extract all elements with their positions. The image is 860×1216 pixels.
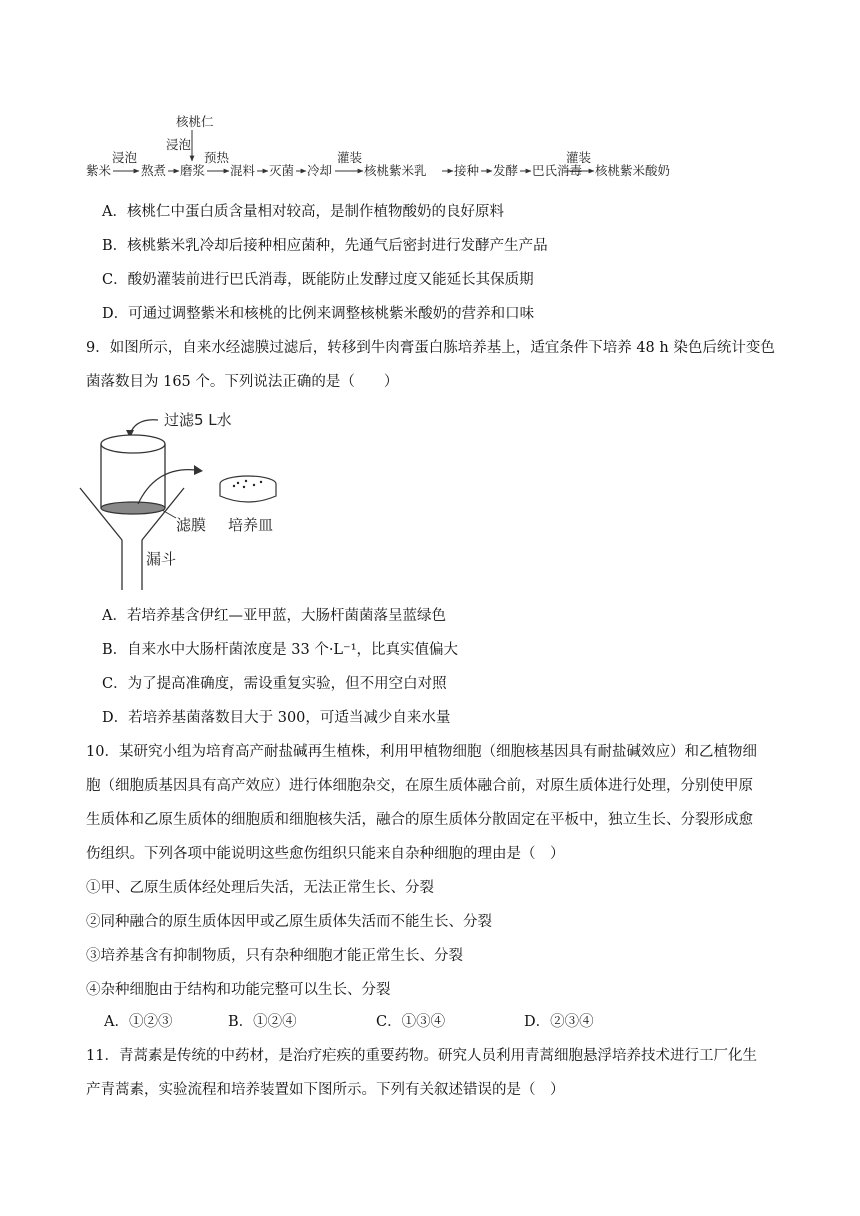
flow-step-sterilize: 灭菌 [269, 163, 295, 178]
flow-step-mix: 混料 [230, 163, 256, 178]
label-petri-dish: 培养皿 [228, 516, 274, 534]
flow-label-fill-2: 灌装 [566, 150, 592, 165]
q9-stem-line-1: 9．如图所示，自来水经滤膜过滤后，转移到牛肉膏蛋白胨培养基上，适宜条件下培养 48 h 染色后统计变色 [86, 340, 775, 356]
q10-stem-line-3: 生质体和乙原生质体的细胞质和细胞核失活，融合的原生质体分散固定在平板中，独立生长、分裂形成愈 [86, 812, 753, 828]
flow-step-purple-rice: 紫米 [86, 163, 112, 178]
q10-stem-line-1: 10．某研究小组为培育高产耐盐碱再生植株，利用甲植物细胞（细胞核基因具有耐盐碱效应）和乙植物细 [86, 744, 757, 760]
q10-choice-b: B．①②④ [228, 1014, 297, 1030]
q10-statement-1: ①甲、乙原生质体经处理后失活，无法正常生长、分裂 [86, 880, 434, 896]
flow-step-ferment: 发酵 [493, 163, 519, 178]
flow-step-grind: 磨浆 [180, 163, 206, 178]
q9-option-b: B．自来水中大肠杆菌浓度是 33 个·L⁻¹，比真实值偏大 [102, 642, 459, 658]
q9-option-a: A．若培养基含伊红—亚甲蓝，大肠杆菌菌落呈蓝绿色 [102, 608, 446, 624]
q8-option-b: B．核桃紫米乳冷却后接种相应菌种，先通气后密封进行发酵产生产品 [102, 238, 548, 254]
q9-stem-line-2: 菌落数目为 165 个。下列说法正确的是（ ） [86, 374, 399, 390]
flow-step-boil: 熬煮 [141, 163, 167, 178]
q11-stem-line-2: 产青蒿素，实验流程和培养装置如下图所示。下列有关叙述错误的是（ ） [86, 1082, 565, 1098]
q8-option-c: C．酸奶灌装前进行巴氏消毒，既能防止发酵过度又能延长其保质期 [102, 272, 534, 288]
q10-statement-2: ②同种融合的原生质体因甲或乙原生质体失活而不能生长、分裂 [86, 914, 492, 930]
label-filter-water: 过滤5 L水 [164, 411, 232, 429]
filtration-figure [76, 404, 306, 594]
label-funnel: 漏斗 [146, 550, 177, 568]
q10-choice-d: D．②③④ [524, 1014, 594, 1030]
q10-choice-a: A．①②③ [104, 1014, 173, 1030]
flow-label-soak: 浸泡 [112, 150, 138, 165]
flow-step-walnut-rice-milk: 核桃紫米乳 [364, 163, 427, 178]
q8-option-d: D．可通过调整紫米和核桃的比例来调整核桃紫米酸奶的营养和口味 [102, 306, 535, 322]
flow-side-input-soak: 浸泡 [166, 137, 192, 152]
q10-statement-3: ③培养基含有抑制物质，只有杂种细胞才能正常生长、分裂 [86, 948, 463, 964]
flow-label-preheat: 预热 [204, 150, 230, 165]
q10-stem-line-4: 伤组织。下列各项中能说明这些愈伤组织只能来自杂种细胞的理由是（ ） [86, 846, 565, 862]
flow-step-walnut-rice-yogurt: 核桃紫米酸奶 [595, 163, 671, 178]
q11-stem-line-1: 11．青蒿素是传统的中药材，是治疗疟疾的重要药物。研究人员利用青蒿细胞悬浮培养技术进行工厂化生 [86, 1048, 757, 1064]
q9-option-c: C．为了提高准确度，需设重复实验，但不用空白对照 [102, 676, 447, 692]
q9-option-d: D．若培养基菌落数目大于 300，可适当减少自来水量 [102, 710, 451, 726]
q10-choice-c: C．①③④ [376, 1014, 446, 1030]
flow-step-inoculate: 接种 [454, 163, 480, 178]
label-membrane: 滤膜 [176, 516, 207, 534]
q8-option-a: A．核桃仁中蛋白质含量相对较高，是制作植物酸奶的良好原料 [102, 204, 504, 220]
q10-stem-line-2: 胞（细胞质基因具有高产效应）进行体细胞杂交，在原生质体融合前，对原生质体进行处理，分别使甲原 [86, 778, 753, 794]
process-flow-diagram [86, 108, 686, 182]
q10-statement-4: ④杂种细胞由于结构和功能完整可以生长、分裂 [86, 982, 391, 998]
flow-step-cool: 冷却 [307, 163, 333, 178]
flow-label-fill-1: 灌装 [337, 150, 363, 165]
flow-side-input-walnut: 核桃仁 [176, 114, 214, 129]
flow-step-pasteurize: 巴氏消毒 [532, 163, 583, 178]
